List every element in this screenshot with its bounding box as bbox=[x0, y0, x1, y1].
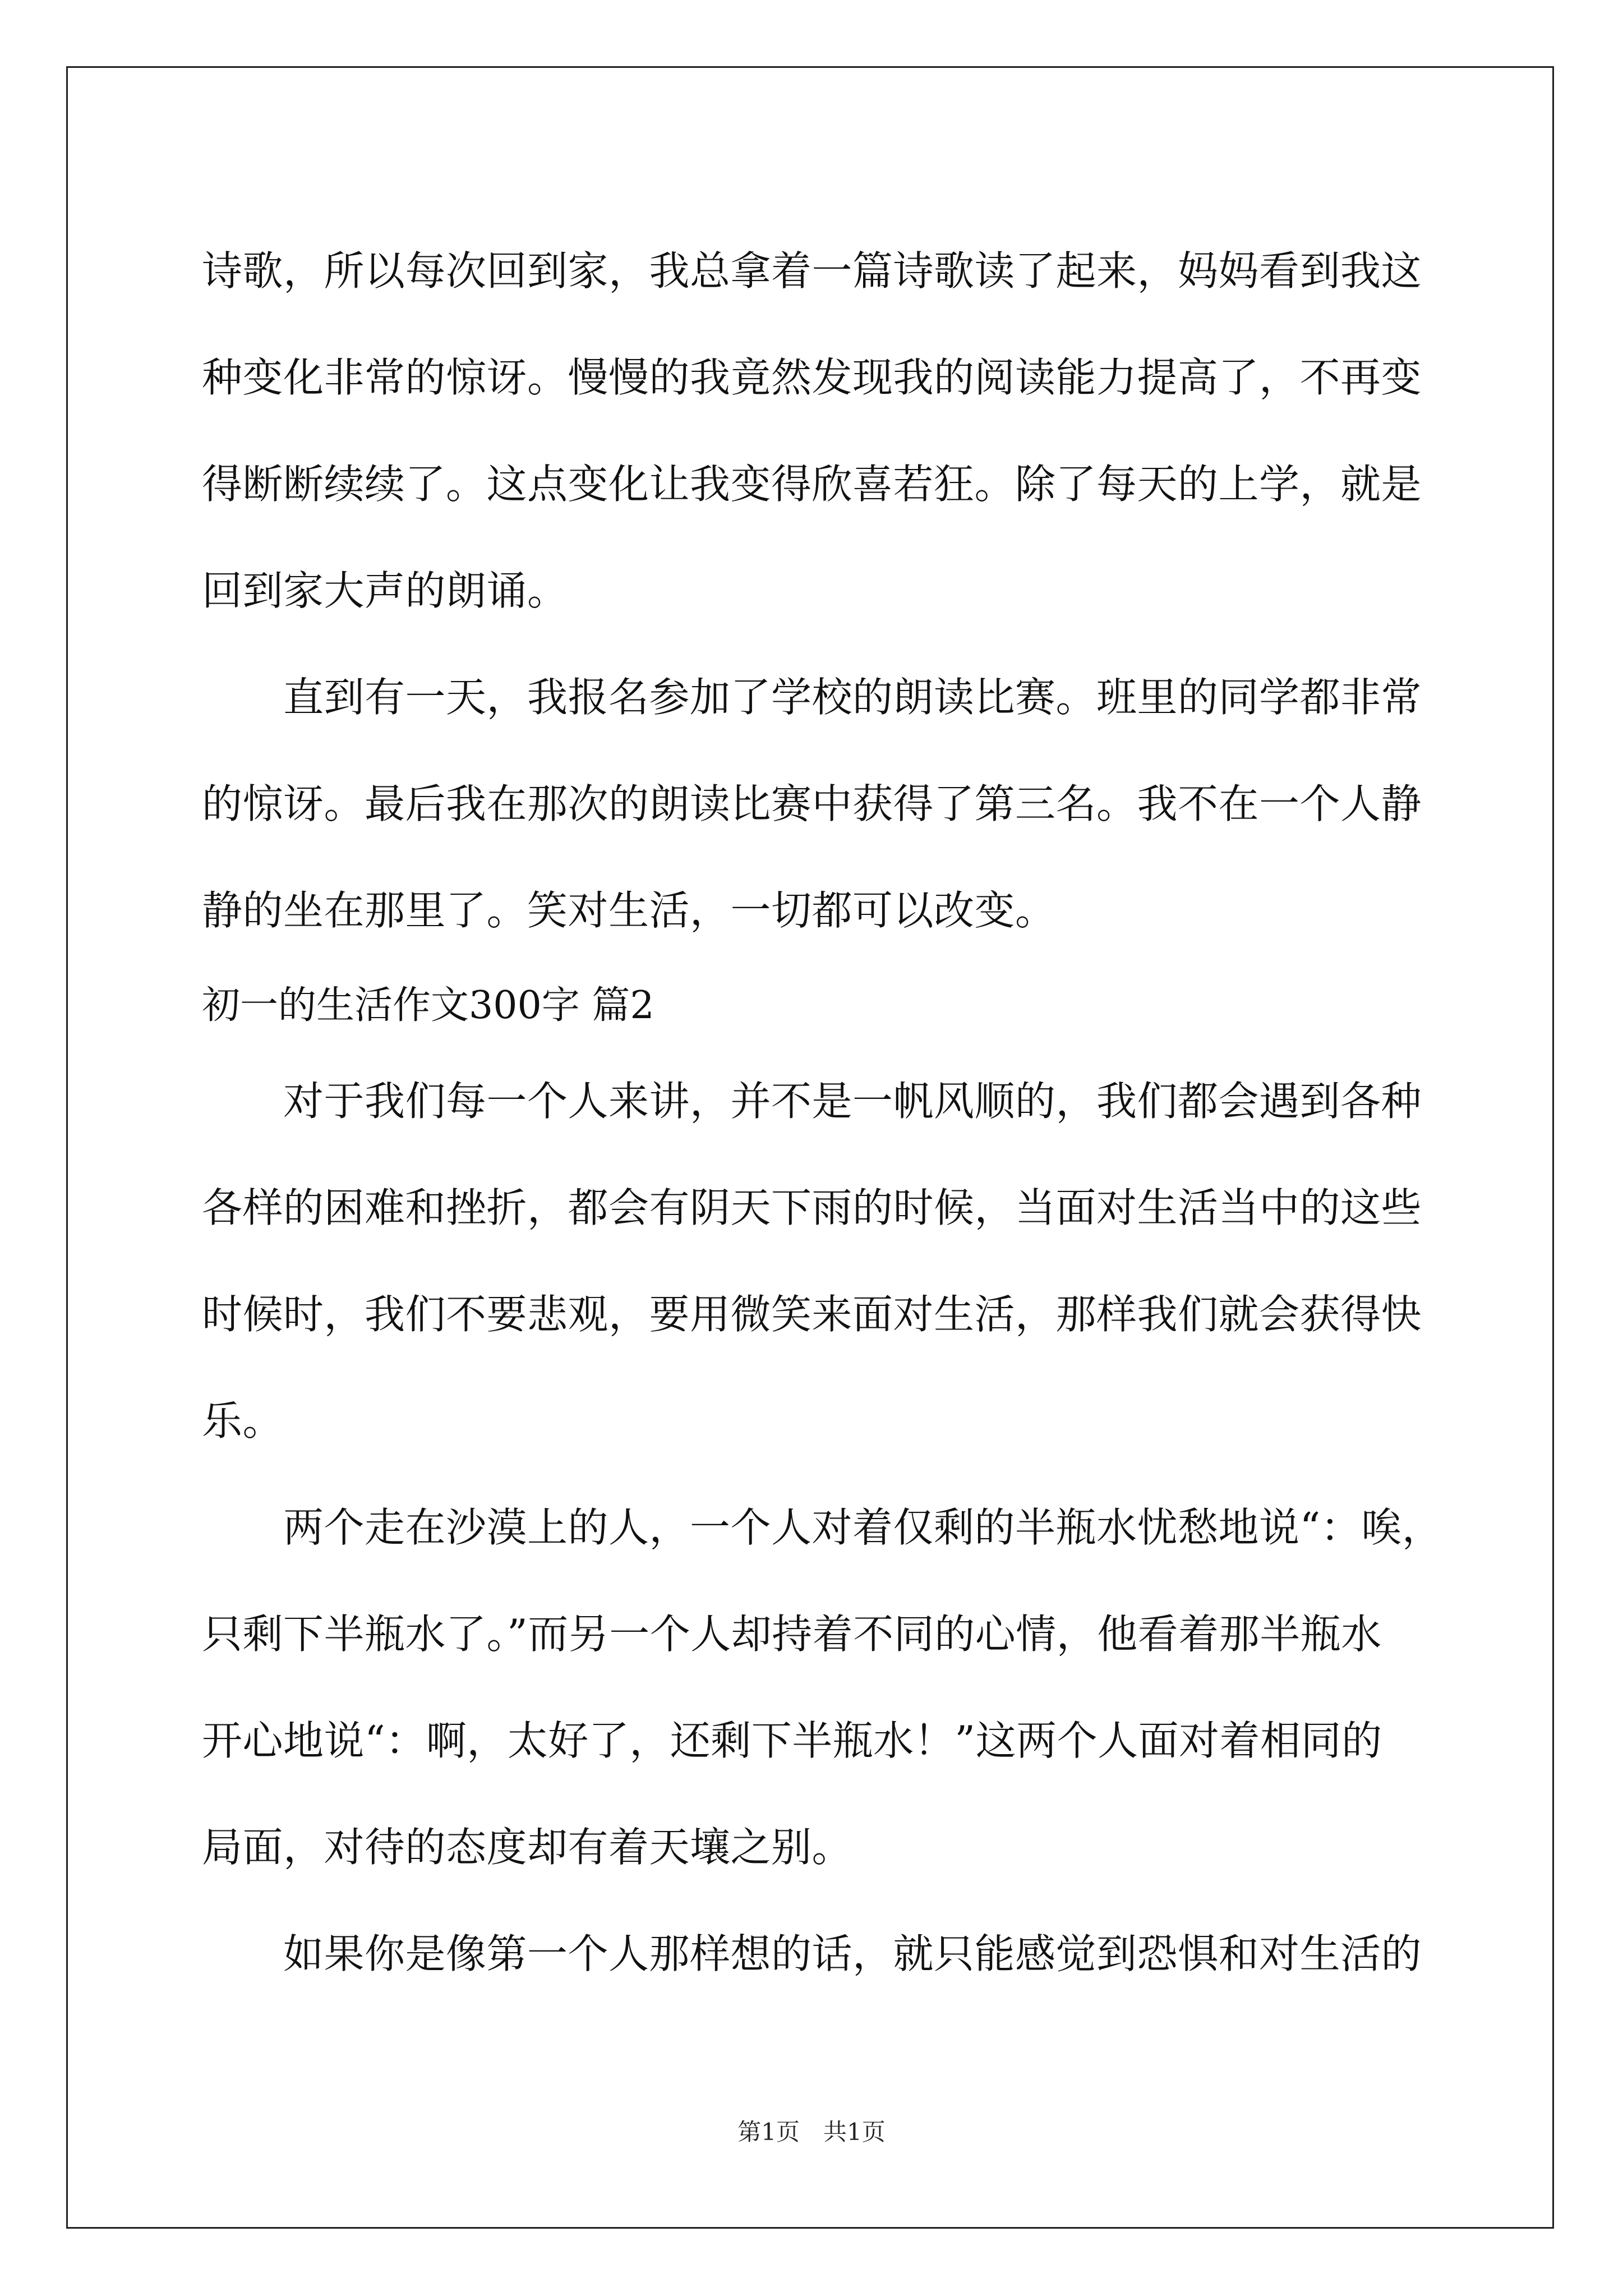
text-line: 静的坐在那里了。笑对生活，一切都可以改变。 bbox=[202, 887, 1056, 934]
page-number-footer: 第1页 共1页 bbox=[737, 2118, 886, 2146]
paragraph-start-line: 如果你是像第一个人那样想的话，就只能感觉到恐惧和对生活的 bbox=[202, 1930, 1422, 1977]
paragraph-start-line: 对于我们每一个人来讲，并不是一帆风顺的，我们都会遇到各种 bbox=[202, 1078, 1422, 1125]
text-line: 的惊讶。最后我在那次的朗读比赛中获得了第三名。我不在一个人静 bbox=[202, 780, 1422, 827]
text-line: 乐。 bbox=[202, 1397, 284, 1444]
text-line: 开心地说“：啊，太好了，还剩下半瓶水！”这两个人面对着相同的 bbox=[202, 1717, 1382, 1764]
text-line: 回到家大声的朗诵。 bbox=[202, 567, 568, 614]
document-body bbox=[202, 218, 1443, 2007]
text-line: 只剩下半瓶水了。”而另一个人却持着不同的心情，他看着那半瓶水 bbox=[202, 1611, 1382, 1658]
paragraph-start-line: 两个走在沙漠上的人，一个人对着仅剩的半瓶水忧愁地说“：唉， bbox=[202, 1504, 1443, 1551]
text-line: 时候时，我们不要悲观，要用微笑来面对生活，那样我们就会获得快 bbox=[202, 1291, 1422, 1338]
section-heading: 初一的生活作文300字 篇2 bbox=[202, 983, 654, 1028]
text-line: 诗歌，所以每次回到家，我总拿着一篇诗歌读了起来，妈妈看到我这 bbox=[202, 247, 1422, 295]
text-line: 各样的困难和挫折，都会有阴天下雨的时候，当面对生活当中的这些 bbox=[202, 1184, 1422, 1231]
text-line: 种变化非常的惊讶。慢慢的我竟然发现我的阅读能力提高了，不再变 bbox=[202, 354, 1422, 401]
text-line: 得断断续续了。这点变化让我变得欣喜若狂。除了每天的上学，就是 bbox=[202, 461, 1422, 508]
text-line: 局面，对待的态度却有着天壤之别。 bbox=[202, 1824, 853, 1871]
paragraph-start-line: 直到有一天，我报名参加了学校的朗读比赛。班里的同学都非常 bbox=[202, 674, 1422, 721]
